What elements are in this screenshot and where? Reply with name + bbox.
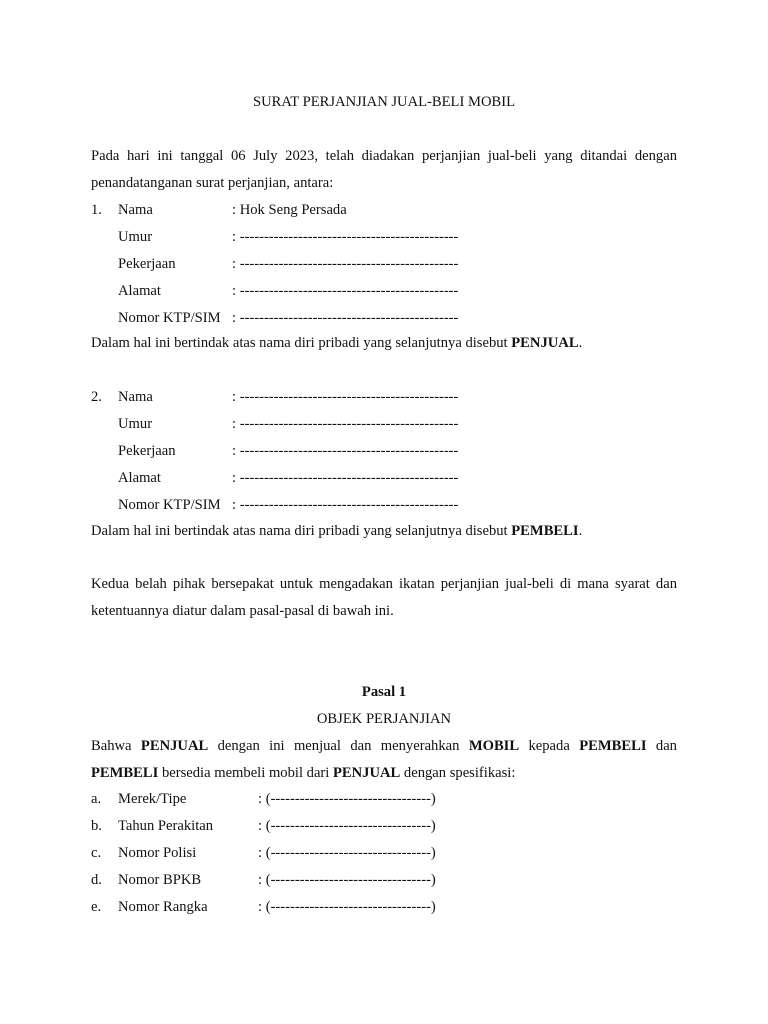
party1-statement: Dalam hal ini bertindak atas nama diri pribadi yang selanjutnya disebut PENJUAL.: [91, 335, 583, 351]
pasal1-subheading: OBJEK PERJANJIAN: [316, 711, 452, 727]
intro-line-1: Pada hari ini tanggal 06 July 2023, telah diadakan perjanjian jual-beli yang ditandai dengan: [91, 148, 677, 164]
pasal1-line-1: Bahwa PENJUAL dengan ini menjual dan menyerahkan MOBIL kepada PEMBELI dan: [91, 738, 677, 754]
party2-alamat-value: : ---------------------------------------------: [232, 470, 459, 486]
agreement-line-1: Kedua belah pihak bersepakat untuk mengadakan ikatan perjanjian jual-beli di mana syarat dan: [91, 576, 677, 592]
party2-pekerjaan-value: : ---------------------------------------------: [232, 443, 459, 459]
party1-pekerjaan-label: Pekerjaan: [118, 256, 176, 272]
party1-alamat-value: : ---------------------------------------------: [232, 283, 459, 299]
party2-alamat-label: Alamat: [118, 470, 161, 486]
agreement-line-2: ketentuannya diatur dalam pasal-pasal di bawah ini.: [91, 603, 394, 619]
party1-umur-label: Umur: [118, 229, 153, 245]
party2-nama-value: : ---------------------------------------------: [232, 389, 459, 405]
document-title: SURAT PERJANJIAN JUAL-BELI MOBIL: [252, 94, 516, 110]
party2-nama-label: Nama: [118, 389, 153, 405]
party1-role: PENJUAL: [511, 335, 579, 351]
spec-value-rangka: : (---------------------------------): [258, 899, 436, 915]
party1-ktp-value: : ---------------------------------------------: [232, 310, 459, 326]
party2-umur-label: Umur: [118, 416, 153, 432]
spec-value-merek: : (---------------------------------): [258, 791, 436, 807]
spec-label-polisi: Nomor Polisi: [118, 845, 197, 861]
party2-number: 2.: [91, 389, 102, 405]
spec-letter-d: d.: [91, 872, 102, 888]
pasal1-line-2: PEMBELI bersedia membeli mobil dari PENJUAL dengan spesifikasi:: [91, 765, 516, 781]
party2-umur-value: : ---------------------------------------------: [232, 416, 459, 432]
party2-statement: Dalam hal ini bertindak atas nama diri pribadi yang selanjutnya disebut PEMBELI.: [91, 523, 583, 539]
party2-ktp-value: : ---------------------------------------------: [232, 497, 459, 513]
spec-label-rangka: Nomor Rangka: [118, 899, 208, 915]
pasal1-heading: Pasal 1: [361, 684, 407, 700]
intro-line-2: penandatanganan surat perjanjian, antara:: [91, 175, 334, 191]
party1-umur-value: : ---------------------------------------------: [232, 229, 459, 245]
party2-pekerjaan-label: Pekerjaan: [118, 443, 176, 459]
spec-letter-a: a.: [91, 791, 102, 807]
spec-value-bpkb: : (---------------------------------): [258, 872, 436, 888]
spec-value-polisi: : (---------------------------------): [258, 845, 436, 861]
spec-letter-c: c.: [91, 845, 102, 861]
party1-nama-label: Nama: [118, 202, 153, 218]
spec-letter-b: b.: [91, 818, 102, 834]
party1-pekerjaan-value: : ---------------------------------------------: [232, 256, 459, 272]
party2-role: PEMBELI: [511, 523, 579, 539]
spec-label-tahun: Tahun Perakitan: [118, 818, 214, 834]
spec-label-bpkb: Nomor BPKB: [118, 872, 202, 888]
party1-nama-value: : Hok Seng Persada: [232, 202, 347, 218]
spec-value-tahun: : (---------------------------------): [258, 818, 436, 834]
spec-letter-e: e.: [91, 899, 102, 915]
party1-ktp-label: Nomor KTP/SIM: [118, 310, 221, 326]
party1-alamat-label: Alamat: [118, 283, 161, 299]
party1-number: 1.: [91, 202, 102, 218]
party2-ktp-label: Nomor KTP/SIM: [118, 497, 221, 513]
spec-label-merek: Merek/Tipe: [118, 791, 187, 807]
